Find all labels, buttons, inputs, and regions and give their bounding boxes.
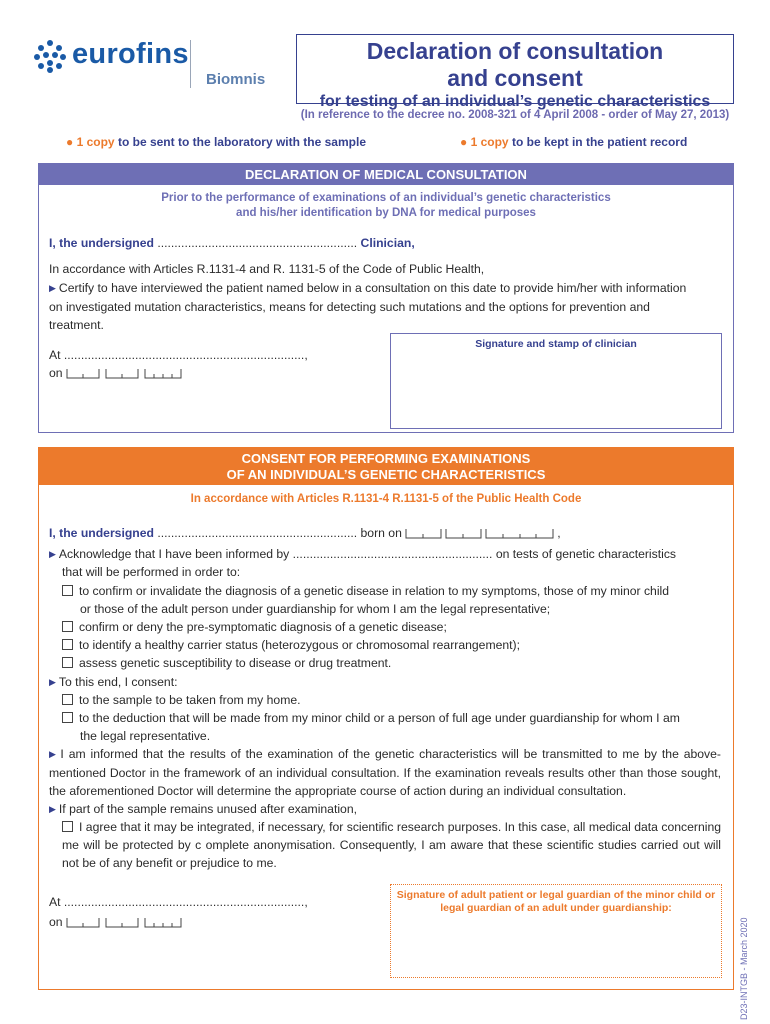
date-boxes-icon bbox=[66, 368, 184, 379]
checkbox[interactable] bbox=[62, 821, 73, 832]
option-presymptomatic[interactable]: confirm or deny the pre-symptomatic diagnosis of a genetic disease; bbox=[62, 618, 447, 636]
arrow-right-icon: ▶ bbox=[49, 749, 58, 759]
patient-date-field[interactable]: on bbox=[49, 913, 184, 931]
decree-reference: (In reference to the decree no. 2008-321 of 4 April 2008 - order of May 27, 2013) bbox=[300, 109, 730, 121]
arrow-right-icon: ▶ bbox=[49, 549, 56, 559]
option-confirm-diagnosis[interactable]: to confirm or invalidate the diagnosis of a genetic disease in relation to my symptoms, those of my minor child bbox=[62, 582, 669, 600]
checkbox[interactable] bbox=[62, 694, 73, 705]
acknowledge-continued: that will be performed in order to: bbox=[62, 565, 241, 579]
arrow-right-icon: ▶ bbox=[49, 677, 56, 687]
accordance-text: In accordance with Articles R.1131-4 and R. 1131-5 of the Code of Public Health, bbox=[49, 262, 485, 276]
copy-lab-note: ● 1 copy to be sent to the laboratory with the sample bbox=[66, 135, 366, 149]
clinician-name-field[interactable]: I, the undersigned ........................................................... Clinician, bbox=[49, 236, 415, 250]
option-carrier-status[interactable]: to identify a healthy carrier status (heterozygous or chromosomal rearrangement); bbox=[62, 636, 520, 654]
brand-name: eurofins bbox=[72, 38, 189, 70]
eurofins-logo bbox=[34, 38, 189, 71]
section2-subheading: In accordance with Articles R.1131-4 R.1131-5 of the Public Health Code bbox=[190, 493, 582, 505]
patient-name-field[interactable]: I, the undersigned ........................................................... born on , bbox=[49, 526, 561, 540]
checkbox[interactable] bbox=[62, 621, 73, 632]
patient-place-field[interactable]: At ......................................................................., bbox=[49, 895, 308, 909]
informed-text: ▶ I am informed that the results of the examination of the genetic characteristics will be transmitted to me by the above-mentioned Doctor in the framework of an individual consultation. If the examination reveals results other than those sought, the aforementioned Doctor will determine the appropriate course of action during an individual consultation. bbox=[49, 747, 721, 799]
patient-signature-box[interactable] bbox=[390, 884, 722, 978]
consent-home-sample[interactable]: to the sample to be taken from my home. bbox=[62, 691, 301, 709]
title-line-1: Declaration of consultation bbox=[366, 38, 664, 64]
clinician-place-field[interactable]: At ......................................................................., bbox=[49, 348, 308, 362]
consent-minor-deduction[interactable]: to the deduction that will be made from my minor child or a person of full age under guardianship for whom I am bbox=[62, 709, 680, 727]
section2-heading: CONSENT FOR PERFORMING EXAMINATIONS OF AN INDIVIDUAL’S GENETIC CHARACTERISTICS bbox=[39, 448, 733, 485]
consent-intro: ▶ To this end, I consent: bbox=[49, 675, 178, 689]
acknowledge-text: ▶ Acknowledge that I have been informed by ........................................................... on tests of genetic characteristics bbox=[49, 547, 677, 561]
consent-minor-deduction-cont: the legal representative. bbox=[80, 729, 211, 743]
patient-signature-label: Signature of adult patient or legal guardian of the minor child or legal guardian of an adult under guardianship: bbox=[396, 889, 716, 914]
document-code: D23-INTGB - March 2020 bbox=[739, 917, 749, 1020]
checkbox[interactable] bbox=[62, 712, 73, 723]
section1-heading: DECLARATION OF MEDICAL CONSULTATION bbox=[39, 164, 733, 185]
checkbox[interactable] bbox=[62, 657, 73, 668]
clinician-signature-box[interactable] bbox=[390, 333, 722, 429]
eurofins-dots-icon bbox=[34, 39, 66, 71]
research-agreement[interactable]: I agree that it may be integrated, if necessary, for scientific research purposes. In this case, all medical data concerning me will be protected by c omplete anonymisation. Consequently, I am aware that these scientific studies carried out will not be of any benefit or prejudice to me. bbox=[62, 820, 721, 871]
copy-patient-note: ● 1 copy to be kept in the patient record bbox=[460, 135, 688, 149]
title-subtitle: for testing of an individual’s genetic characteristics bbox=[319, 93, 711, 110]
unused-sample-text: ▶ If part of the sample remains unused after examination, bbox=[49, 802, 357, 816]
certify-text: ▶ Certify to have interviewed the patient named below in a consultation on this date to provide him/her with information on investigated mutation characteristics, means for detecting such mutations and the options for prevention and treatment. bbox=[49, 281, 687, 333]
title-box bbox=[296, 34, 734, 110]
option-confirm-diagnosis-cont: or those of the adult person under guardianship for whom I am the legal representative; bbox=[80, 602, 551, 616]
division-name: Biomnis bbox=[206, 71, 266, 88]
section1-subheading: Prior to the performance of examinations of an individual’s genetic characteristics and his/her identification by DNA for medical purposes bbox=[161, 192, 611, 219]
logo-divider bbox=[190, 40, 191, 88]
clinician-signature-label: Signature and stamp of clinician bbox=[475, 338, 637, 350]
checkbox[interactable] bbox=[62, 585, 73, 596]
title-line-2: and consent bbox=[447, 65, 583, 91]
option-susceptibility[interactable]: assess genetic susceptibility to disease or drug treatment. bbox=[62, 654, 391, 672]
checkbox[interactable] bbox=[62, 639, 73, 650]
birthdate-boxes-icon bbox=[405, 528, 557, 539]
clinician-date-field[interactable]: on bbox=[49, 364, 184, 382]
date-boxes-icon bbox=[66, 917, 184, 928]
arrow-right-icon: ▶ bbox=[49, 804, 56, 814]
arrow-right-icon: ▶ bbox=[49, 283, 56, 293]
